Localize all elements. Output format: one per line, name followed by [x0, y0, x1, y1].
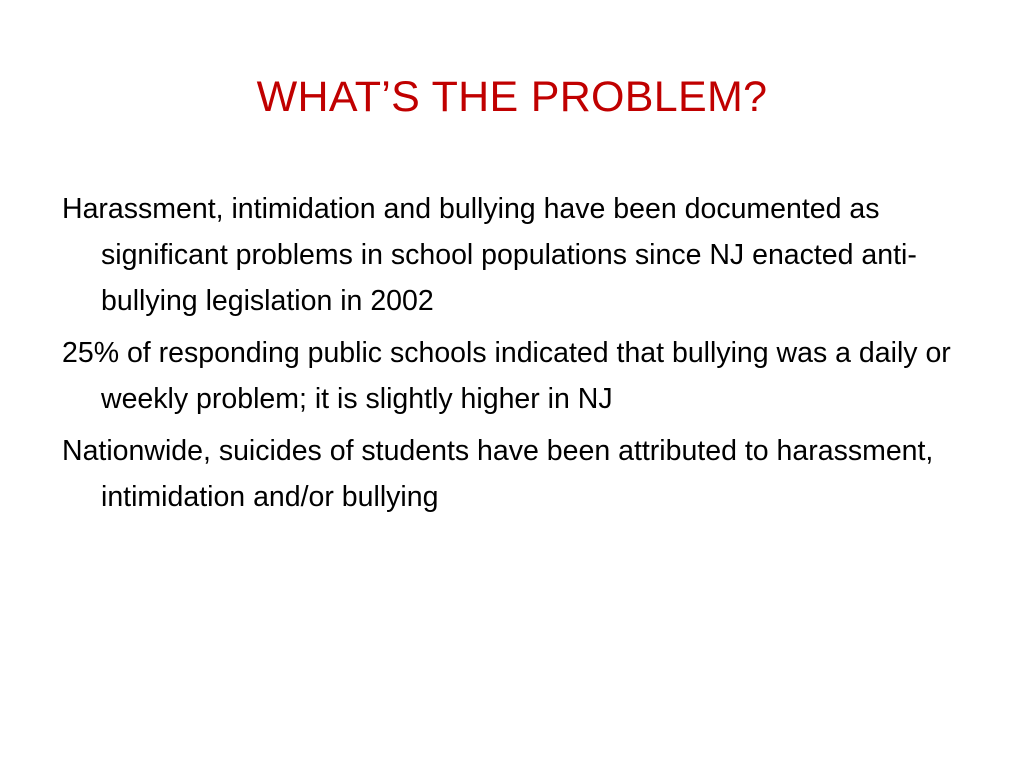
slide-title: WHAT’S THE PROBLEM?	[256, 73, 768, 121]
bullet-point-statistic: 25% of responding public schools indicated that bullying was a daily or weekly problem; it is slightly higher in NJ	[62, 337, 951, 415]
bullet-point-harassment: Harassment, intimidation and bullying have been documented as significant problems in school populations since NJ enacted anti-bullying legislation in 2002	[62, 193, 917, 317]
bullet-point-nationwide: Nationwide, suicides of students have been attributed to harassment, intimidation and/or bullying	[62, 435, 934, 513]
slide-body	[62, 186, 982, 526]
